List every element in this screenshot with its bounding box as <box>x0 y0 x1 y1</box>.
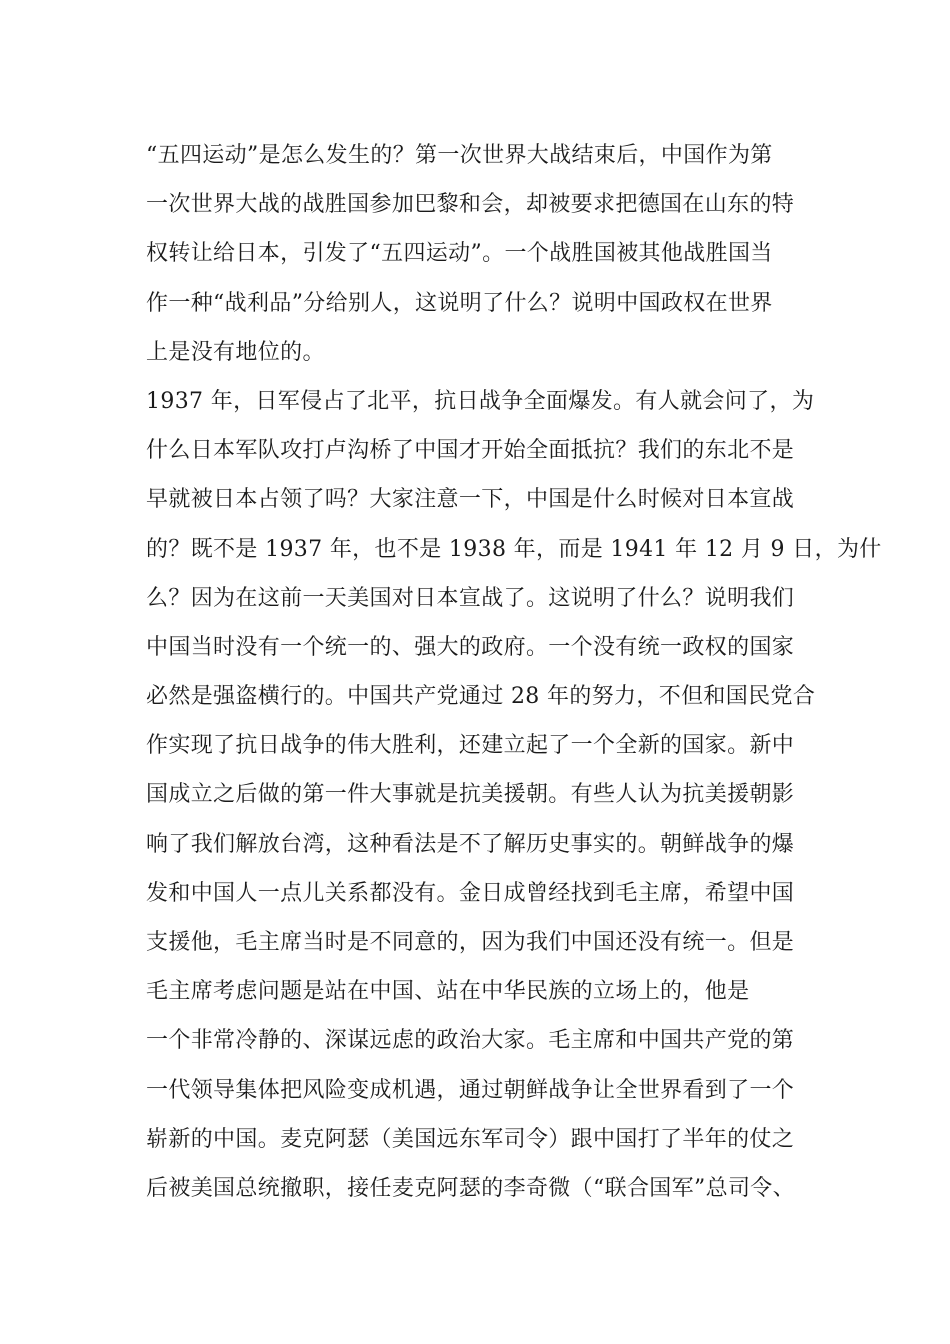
text-line: 发和中国人一点儿关系都没有。金日成曾经找到毛主席，希望中国 <box>146 880 795 906</box>
text-line: 一代领导集体把风险变成机遇，通过朝鲜战争让全世界看到了一个 <box>146 1077 795 1103</box>
text-line: 么？因为在这前一天美国对日本宣战了。这说明了什么？说明我们 <box>146 585 795 611</box>
text-line: 毛主席考虑问题是站在中国、站在中华民族的立场上的，他是 <box>146 979 750 1005</box>
text-line: 1937 年，日军侵占了北平，抗日战争全面爆发。有人就会问了，为 <box>146 388 815 414</box>
text-line: 必然是强盗横行的。中国共产党通过 28 年的努力，不但和国民党合 <box>146 684 816 710</box>
text-line: 中国当时没有一个统一的、强大的政府。一个没有统一政权的国家 <box>146 634 795 660</box>
text-line: 支援他，毛主席当时是不同意的，因为我们中国还没有统一。但是 <box>146 930 795 955</box>
text-line: 什么日本军队攻打卢沟桥了中国才开始全面抵抗？我们的东北不是 <box>146 438 795 464</box>
text-line: 早就被日本占领了吗？大家注意一下，中国是什么时候对日本宣战 <box>146 487 795 513</box>
text-line: 一个非常冷静的、深谋远虑的政治大家。毛主席和中国共产党的第 <box>146 1028 795 1054</box>
body-text <box>146 131 882 1213</box>
text-line: 后被美国总统撤职，接任麦克阿瑟的李奇微（“联合国军”总司令、 <box>146 1175 795 1201</box>
text-line: 一次世界大战的战胜国参加巴黎和会，却被要求把德国在山东的特 <box>146 192 795 218</box>
text-line: “五四运动”是怎么发生的？第一次世界大战结束后，中国作为第 <box>146 143 773 168</box>
text-line: 崭新的中国。麦克阿瑟（美国远东军司令）跟中国打了半年的仗之 <box>146 1126 795 1152</box>
text-line: 作一种“战利品”分给别人，这说明了什么？说明中国政权在世界 <box>146 290 773 316</box>
text-line: 的？既不是 1937 年，也不是 1938 年，而是 1941 年 12 月 9 日，为什 <box>146 536 882 562</box>
text-line: 响了我们解放台湾，这种看法是不了解历史事实的。朝鲜战争的爆 <box>146 831 795 857</box>
text-line: 作实现了抗日战争的伟大胜利，还建立起了一个全新的国家。新中 <box>146 733 795 759</box>
text-line: 国成立之后做的第一件大事就是抗美援朝。有些人认为抗美援朝影 <box>146 782 795 808</box>
text-line: 上是没有地位的。 <box>146 339 325 365</box>
text-line: 权转让给日本，引发了“五四运动”。一个战胜国被其他战胜国当 <box>146 241 773 267</box>
